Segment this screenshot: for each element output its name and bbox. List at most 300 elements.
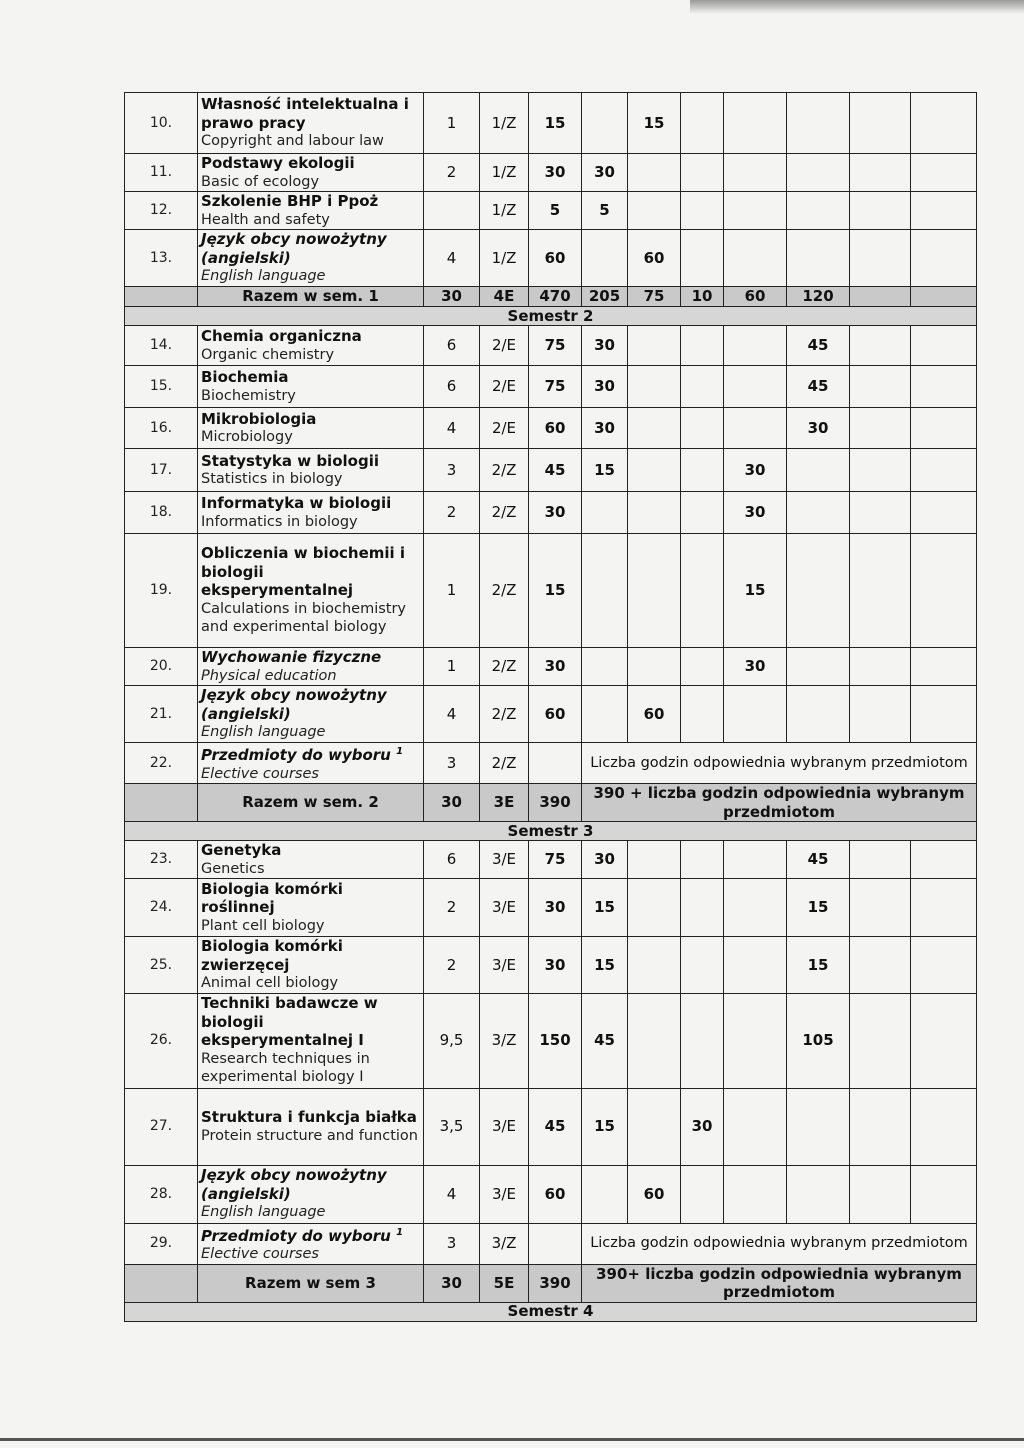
hours-cell [681, 686, 724, 743]
total-exams: 4E [480, 287, 529, 307]
elective-row [125, 743, 977, 784]
course-row [125, 154, 977, 192]
hours-total-cell: 5 [529, 192, 582, 230]
hours-cell: 30 [681, 1088, 724, 1165]
course-name-en: Plant cell biology [201, 917, 325, 934]
course-row [125, 879, 977, 937]
hours-cell [681, 154, 724, 192]
course-row [125, 492, 977, 534]
hours-cell [628, 366, 681, 408]
hours-cell [724, 93, 787, 154]
semester-form-cell: 2/Z [480, 686, 529, 743]
total-hours-cell: 10 [681, 287, 724, 307]
semester-form-cell: 2/Z [480, 648, 529, 686]
total-ects: 30 [424, 287, 480, 307]
course-name [198, 326, 424, 366]
empty-cell [529, 1223, 582, 1264]
semester-form-cell: 1/Z [480, 154, 529, 192]
footnote-marker: 1 [396, 746, 404, 757]
course-name-en: Elective courses [201, 765, 319, 782]
hours-total-cell: 150 [529, 993, 582, 1088]
course-name [198, 879, 424, 937]
course-name-en: Health and safety [201, 211, 330, 228]
semester-form-cell: 2/E [480, 326, 529, 366]
course-name-en: Biochemistry [201, 387, 296, 404]
course-name-en: Research techniques in experimental biology I [201, 1050, 370, 1086]
hours-cell [582, 93, 628, 154]
scan-shadow [690, 0, 1024, 14]
hours-cell: 30 [724, 492, 787, 534]
hours-cell: 45 [787, 841, 850, 879]
empty-cell [125, 784, 198, 822]
hours-total-cell: 60 [529, 230, 582, 287]
course-name-pl: Biologia komórki roślinnej [201, 879, 343, 917]
hours-cell: 15 [628, 93, 681, 154]
hours-cell: 30 [724, 449, 787, 492]
course-name-pl: Genetyka [201, 841, 282, 859]
course-name-pl: Statystyka w biologii [201, 451, 379, 470]
hours-cell [850, 841, 911, 879]
hours-cell [628, 1088, 681, 1165]
hours-cell: 30 [724, 648, 787, 686]
semester-title: Semestr 2 [125, 307, 977, 326]
course-row [125, 534, 977, 648]
course-row [125, 993, 977, 1088]
ects-cell: 6 [424, 841, 480, 879]
hours-cell [850, 154, 911, 192]
hours-cell [724, 366, 787, 408]
elective-label: Przedmioty do wyboru [201, 746, 391, 764]
course-name-en: Copyright and labour law [201, 133, 384, 150]
hours-cell: 15 [787, 937, 850, 994]
empty-cell [911, 192, 977, 230]
hours-cell [628, 449, 681, 492]
course-name-pl: Techniki badawcze w biologii eksperymentalnej I [201, 994, 378, 1050]
course-row [125, 686, 977, 743]
ects-cell: 3 [424, 1223, 480, 1264]
course-name-en: Physical education [201, 667, 337, 684]
empty-cell [911, 449, 977, 492]
empty-cell [911, 93, 977, 154]
semester-form-cell: 3/Z [480, 1223, 529, 1264]
semester-title: Semestr 4 [125, 1302, 977, 1321]
empty-cell [911, 326, 977, 366]
semester-form-cell: 1/Z [480, 93, 529, 154]
hours-cell: 30 [582, 841, 628, 879]
semester-form-cell: 2/E [480, 366, 529, 408]
hours-cell: 15 [724, 534, 787, 648]
hours-cell [850, 449, 911, 492]
ects-cell: 4 [424, 230, 480, 287]
ects-cell: 3,5 [424, 1088, 480, 1165]
hours-cell [681, 366, 724, 408]
hours-cell [850, 993, 911, 1088]
row-number: 22. [125, 743, 198, 784]
semester-form-cell: 3/E [480, 1088, 529, 1165]
hours-cell: 15 [582, 879, 628, 937]
course-row [125, 230, 977, 287]
row-number: 18. [125, 492, 198, 534]
hours-total-cell: 30 [529, 154, 582, 192]
hours-cell: 30 [582, 408, 628, 449]
hours-cell [850, 1088, 911, 1165]
hours-cell [681, 534, 724, 648]
row-number: 12. [125, 192, 198, 230]
semester-header [125, 307, 977, 326]
hours-cell [582, 686, 628, 743]
hours-total-cell: 45 [529, 1088, 582, 1165]
course-name-en: Basic of ecology [201, 173, 320, 190]
empty-cell [911, 937, 977, 994]
hours-cell [850, 937, 911, 994]
hours-total-cell: 60 [529, 408, 582, 449]
hours-cell [724, 841, 787, 879]
scan-edge [0, 1438, 1024, 1441]
course-name-pl: Mikrobiologia [201, 409, 317, 428]
total-hours-note: 390 + liczba godzin odpowiednia wybranym przedmiotom [582, 784, 977, 822]
semester-total-row [125, 1264, 977, 1302]
row-number: 21. [125, 686, 198, 743]
empty-cell [911, 841, 977, 879]
hours-total-cell: 30 [529, 492, 582, 534]
course-name-pl [201, 1224, 420, 1246]
course-name [198, 937, 424, 994]
empty-cell [125, 287, 198, 307]
hours-cell [628, 648, 681, 686]
course-name [198, 192, 424, 230]
course-name-pl [201, 743, 420, 765]
semester-total-row [125, 784, 977, 822]
hours-cell [582, 534, 628, 648]
course-name [198, 648, 424, 686]
hours-total-cell: 15 [529, 534, 582, 648]
empty-cell [911, 154, 977, 192]
course-name [198, 534, 424, 648]
course-name-en: Protein structure and function [201, 1127, 418, 1144]
row-number: 14. [125, 326, 198, 366]
total-label: Razem w sem 3 [198, 1264, 424, 1302]
course-name-pl: Język obcy nowożytny (angielski) [201, 1166, 387, 1203]
hours-cell [787, 154, 850, 192]
hours-cell: 45 [787, 366, 850, 408]
hours-cell [681, 841, 724, 879]
hours-cell [681, 192, 724, 230]
hours-cell [850, 408, 911, 449]
ects-cell [424, 192, 480, 230]
course-row [125, 408, 977, 449]
hours-cell: 105 [787, 993, 850, 1088]
row-number: 28. [125, 1165, 198, 1223]
hours-cell: 30 [787, 408, 850, 449]
row-number: 27. [125, 1088, 198, 1165]
hours-cell [628, 326, 681, 366]
hours-cell [850, 1165, 911, 1223]
row-number: 24. [125, 879, 198, 937]
hours-cell: 60 [628, 1165, 681, 1223]
hours-cell [628, 192, 681, 230]
empty-cell [911, 993, 977, 1088]
course-name-en: Calculations in biochemistry and experimental biology [201, 600, 407, 636]
course-name [198, 492, 424, 534]
empty-cell [529, 743, 582, 784]
hours-cell: 15 [582, 449, 628, 492]
course-name [198, 93, 424, 154]
ects-cell: 3 [424, 743, 480, 784]
hours-cell: 5 [582, 192, 628, 230]
hours-cell [681, 1165, 724, 1223]
hours-cell [681, 648, 724, 686]
course-name-en: Animal cell biology [201, 975, 339, 991]
semester-form-cell: 3/E [480, 937, 529, 994]
course-name [198, 1165, 424, 1223]
semester-total-row [125, 287, 977, 307]
empty-cell [911, 686, 977, 743]
hours-cell [628, 534, 681, 648]
empty-cell [911, 879, 977, 937]
row-number: 16. [125, 408, 198, 449]
empty-cell [911, 287, 977, 307]
row-number: 26. [125, 993, 198, 1088]
semester-form-cell: 1/Z [480, 230, 529, 287]
course-name-pl: Własność intelektualna i prawo pracy [201, 95, 409, 132]
ects-cell: 1 [424, 648, 480, 686]
hours-cell [850, 534, 911, 648]
curriculum-table [124, 92, 977, 1322]
row-number: 15. [125, 366, 198, 408]
hours-cell [628, 408, 681, 449]
semester-form-cell: 2/Z [480, 534, 529, 648]
course-name [198, 154, 424, 192]
course-row [125, 841, 977, 879]
hours-cell [850, 93, 911, 154]
hours-cell [628, 492, 681, 534]
hours-cell [724, 326, 787, 366]
hours-total-cell: 60 [529, 686, 582, 743]
course-row [125, 93, 977, 154]
semester-form-cell: 3/Z [480, 993, 529, 1088]
course-name [198, 408, 424, 449]
empty-cell [850, 287, 911, 307]
hours-cell [681, 408, 724, 449]
footnote-marker: 1 [396, 1226, 404, 1238]
course-name-pl: Obliczenia w biochemii i biologii eksperymentalnej [201, 544, 406, 600]
empty-cell [911, 534, 977, 648]
row-number: 13. [125, 230, 198, 287]
row-number: 23. [125, 841, 198, 879]
semester-header [125, 1302, 977, 1321]
hours-cell: 60 [628, 686, 681, 743]
course-row [125, 648, 977, 686]
ects-cell: 4 [424, 408, 480, 449]
hours-cell [681, 492, 724, 534]
course-name-pl: Język obcy nowożytny (angielski) [201, 230, 387, 267]
hours-cell [724, 879, 787, 937]
hours-cell: 45 [787, 326, 850, 366]
ects-cell: 4 [424, 1165, 480, 1223]
course-row [125, 366, 977, 408]
elective-row [125, 1223, 977, 1264]
empty-cell [911, 366, 977, 408]
hours-cell [681, 326, 724, 366]
total-hours: 390 [529, 784, 582, 822]
semester-form-cell: 2/Z [480, 492, 529, 534]
hours-cell [681, 449, 724, 492]
course-name [198, 230, 424, 287]
hours-total-cell: 30 [529, 648, 582, 686]
hours-cell [724, 192, 787, 230]
hours-cell: 30 [582, 154, 628, 192]
hours-cell: 30 [582, 366, 628, 408]
course-name-pl: Podstawy ekologii [201, 154, 355, 172]
hours-total-cell: 15 [529, 93, 582, 154]
semester-header [125, 822, 977, 841]
ects-cell: 6 [424, 326, 480, 366]
course-name-pl: Wychowanie fizyczne [201, 648, 382, 666]
hours-cell [724, 154, 787, 192]
total-hours-cell: 75 [628, 287, 681, 307]
hours-cell [628, 841, 681, 879]
course-name-en: Statistics in biology [201, 471, 343, 487]
hours-cell [724, 993, 787, 1088]
ects-cell: 2 [424, 879, 480, 937]
ects-cell: 2 [424, 937, 480, 994]
semester-form-cell: 2/Z [480, 449, 529, 492]
semester-form-cell: 3/E [480, 1165, 529, 1223]
empty-cell [911, 1088, 977, 1165]
hours-note: Liczba godzin odpowiednia wybranym przedmiotom [582, 743, 977, 784]
row-number: 19. [125, 534, 198, 648]
hours-total-cell: 75 [529, 366, 582, 408]
empty-cell [911, 1165, 977, 1223]
elective-label: Przedmioty do wyboru [201, 1226, 391, 1245]
hours-cell [787, 93, 850, 154]
hours-total-cell: 30 [529, 937, 582, 994]
total-hours: 390 [529, 1264, 582, 1302]
row-number: 17. [125, 449, 198, 492]
course-name-en: Elective courses [201, 1246, 319, 1262]
course-name-pl: Biochemia [201, 368, 289, 386]
row-number: 25. [125, 937, 198, 994]
ects-cell: 1 [424, 93, 480, 154]
course-name [198, 449, 424, 492]
empty-cell [911, 408, 977, 449]
course-name-pl: Biologia komórki zwierzęcej [201, 937, 343, 974]
hours-cell [582, 1165, 628, 1223]
course-row [125, 192, 977, 230]
hours-cell [628, 993, 681, 1088]
hours-note: Liczba godzin odpowiednia wybranym przedmiotom [582, 1223, 977, 1264]
course-name-pl: Chemia organiczna [201, 327, 362, 345]
total-exams: 3E [480, 784, 529, 822]
semester-form-cell: 2/Z [480, 743, 529, 784]
course-name [198, 366, 424, 408]
total-hours-cell: 120 [787, 287, 850, 307]
hours-cell [787, 686, 850, 743]
hours-cell [724, 1165, 787, 1223]
hours-cell [724, 408, 787, 449]
course-name-en: Genetics [201, 860, 265, 877]
hours-total-cell: 75 [529, 326, 582, 366]
total-label: Razem w sem. 1 [198, 287, 424, 307]
course-row [125, 326, 977, 366]
semester-form-cell: 1/Z [480, 192, 529, 230]
hours-cell [724, 1088, 787, 1165]
hours-cell: 45 [582, 993, 628, 1088]
course-name-en: English language [201, 724, 326, 741]
hours-cell [787, 492, 850, 534]
empty-cell [911, 230, 977, 287]
course-name [198, 743, 424, 784]
course-name-en: Microbiology [201, 429, 293, 445]
hours-total-cell: 45 [529, 449, 582, 492]
row-number: 11. [125, 154, 198, 192]
course-name-pl: Szkolenie BHP i Ppoż [201, 192, 379, 210]
hours-cell [628, 879, 681, 937]
row-number: 29. [125, 1223, 198, 1264]
hours-cell [850, 366, 911, 408]
empty-cell [125, 1264, 198, 1302]
hours-cell [850, 492, 911, 534]
course-name [198, 993, 424, 1088]
course-row [125, 449, 977, 492]
course-name [198, 686, 424, 743]
hours-cell [850, 326, 911, 366]
hours-cell [787, 230, 850, 287]
total-label: Razem w sem. 2 [198, 784, 424, 822]
hours-cell: 15 [582, 937, 628, 994]
row-number: 20. [125, 648, 198, 686]
ects-cell: 3 [424, 449, 480, 492]
hours-cell [787, 1088, 850, 1165]
hours-total-cell: 75 [529, 841, 582, 879]
course-name [198, 841, 424, 879]
hours-cell [681, 937, 724, 994]
course-name-en: English language [201, 268, 326, 285]
hours-cell [850, 648, 911, 686]
hours-cell [850, 686, 911, 743]
hours-cell [850, 192, 911, 230]
semester-form-cell: 3/E [480, 841, 529, 879]
hours-cell [787, 192, 850, 230]
hours-total-cell: 30 [529, 879, 582, 937]
hours-total-cell: 60 [529, 1165, 582, 1223]
hours-cell [582, 648, 628, 686]
row-number: 10. [125, 93, 198, 154]
course-row [125, 937, 977, 994]
hours-cell [582, 230, 628, 287]
ects-cell: 9,5 [424, 993, 480, 1088]
hours-cell [724, 686, 787, 743]
course-name-en: English language [201, 1204, 326, 1221]
hours-cell [724, 937, 787, 994]
empty-cell [911, 648, 977, 686]
hours-cell: 15 [787, 879, 850, 937]
ects-cell: 2 [424, 492, 480, 534]
course-row [125, 1088, 977, 1165]
course-name [198, 1223, 424, 1264]
hours-cell [724, 230, 787, 287]
hours-cell [850, 879, 911, 937]
hours-cell: 30 [582, 326, 628, 366]
hours-cell [681, 230, 724, 287]
total-hours: 470 [529, 287, 582, 307]
hours-cell [787, 534, 850, 648]
total-hours-note: 390+ liczba godzin odpowiednia wybranym przedmiotom [582, 1264, 977, 1302]
ects-cell: 1 [424, 534, 480, 648]
empty-cell [911, 492, 977, 534]
hours-cell [681, 93, 724, 154]
course-name [198, 1088, 424, 1165]
